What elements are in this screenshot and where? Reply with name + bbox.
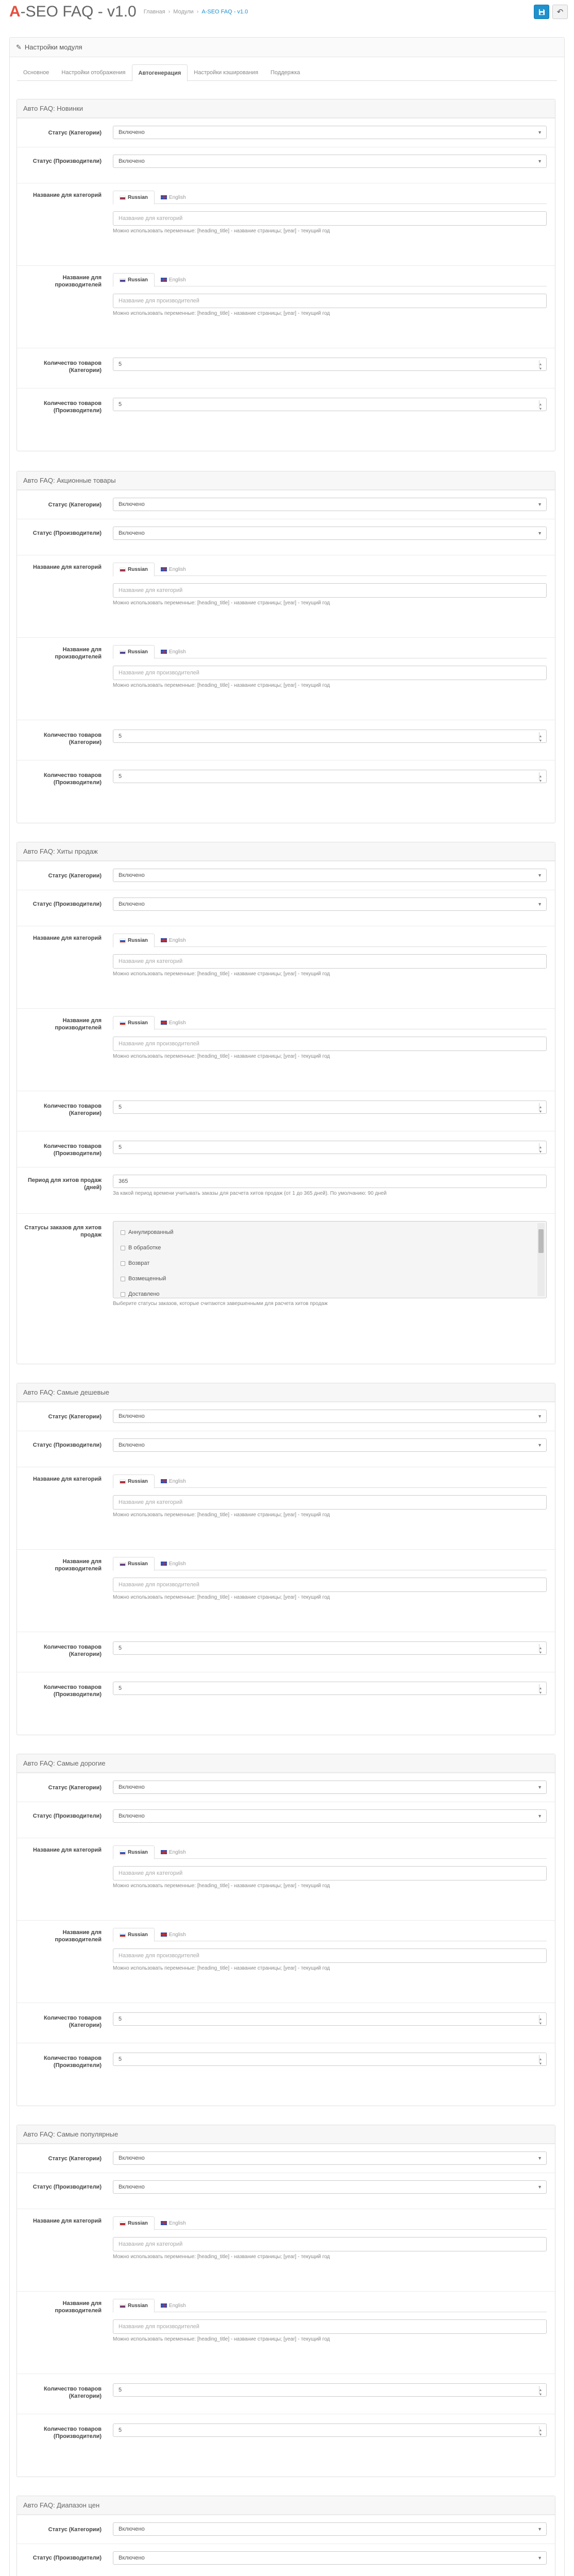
panel-title: Настройки модуля xyxy=(24,43,82,51)
spinner-icon xyxy=(539,400,543,409)
select-status-categories[interactable] xyxy=(113,126,547,139)
select-status-manufacturers[interactable] xyxy=(113,527,547,540)
label-bestseller-period: Период для хитов продаж (дней) xyxy=(27,1177,102,1191)
select-status-categories[interactable] xyxy=(113,2522,547,2536)
section-bestsellers xyxy=(16,842,555,1364)
reply-icon: ↶ xyxy=(556,8,564,16)
checkbox[interactable] xyxy=(121,1246,125,1250)
label-status-categories: Статус (Категории) xyxy=(48,1414,102,1420)
save-button[interactable] xyxy=(534,5,549,19)
breadcrumb-home[interactable]: Главная xyxy=(143,9,165,15)
chevron-down-icon: ▼ xyxy=(537,1443,542,1448)
russia-flag-icon xyxy=(120,1480,126,1484)
label-name-categories: Название для категорий xyxy=(33,1476,102,1482)
uk-flag-icon xyxy=(161,2221,167,2225)
lang-tab-russian[interactable]: Russian xyxy=(113,191,155,205)
label-name-categories: Название для категорий xyxy=(33,192,102,198)
form-group-status-manufacturers xyxy=(17,2544,555,2576)
select-value: Включено xyxy=(119,1813,145,1819)
select-status-categories[interactable] xyxy=(113,1781,547,1794)
input-qty-manufacturers[interactable]: 5 ▴ ▾ xyxy=(113,398,547,411)
label-name-categories: Название для категорий xyxy=(33,1847,102,1853)
label-status-categories: Статус (Категории) xyxy=(48,502,102,508)
breadcrumb xyxy=(144,9,248,15)
lang-tab-russian[interactable]: Russian xyxy=(113,645,155,659)
label-name-manufacturers: Название для производителей xyxy=(55,1558,102,1572)
lang-tab-russian[interactable]: Russian xyxy=(113,2299,155,2313)
language-tabs xyxy=(113,1928,547,1941)
save-icon xyxy=(538,9,545,15)
select-value: Включено xyxy=(119,158,145,164)
chevron-down-icon: ▼ xyxy=(537,1414,542,1419)
language-tabs xyxy=(113,191,547,204)
form-group-qty-manufacturers xyxy=(17,2414,555,2455)
label-qty-manufacturers: Количество товаров (Производители) xyxy=(43,772,102,786)
spinner-icon xyxy=(539,732,543,740)
form-group-qty-categories xyxy=(17,348,555,388)
label-status-manufacturers: Статус (Производители) xyxy=(32,901,102,907)
form-group-status-manufacturers xyxy=(17,890,555,926)
lang-tab-english[interactable]: English xyxy=(155,2216,192,2230)
help-text: Можно использовать переменные: [heading_title] - название страницы; [year] - текущий год xyxy=(113,1512,330,1518)
label-status-manufacturers: Статус (Производители) xyxy=(32,1813,102,1819)
lang-tab-english[interactable]: English xyxy=(155,934,192,947)
form-group-qty-categories xyxy=(17,2003,555,2043)
section-cheapest xyxy=(16,1383,555,1735)
russia-flag-icon xyxy=(120,1933,126,1937)
lang-tab-russian[interactable]: Russian xyxy=(113,1475,155,1488)
help-text: Можно использовать переменные: [heading_title] - название страницы; [year] - текущий год xyxy=(113,600,330,606)
spinner-icon xyxy=(539,1143,543,1151)
select-value: Включено xyxy=(119,901,145,907)
form-group-name-categories xyxy=(17,2209,555,2291)
help-text: Можно использовать переменные: [heading_title] - название страницы; [year] - текущий год xyxy=(113,1054,330,1059)
form-group-status-categories xyxy=(17,1773,555,1802)
section-title: Авто FAQ: Акционные товары xyxy=(17,471,555,490)
select-status-categories[interactable] xyxy=(113,1410,547,1423)
label-qty-categories: Количество товаров (Категории) xyxy=(43,1644,102,1657)
input-qty-categories[interactable]: 5 ▴ ▾ xyxy=(113,730,547,743)
lang-tab-russian[interactable]: Russian xyxy=(113,1557,155,1571)
language-tabs xyxy=(113,563,547,576)
label-qty-manufacturers: Количество товаров (Производители) xyxy=(43,2055,102,2069)
form-group-name-categories xyxy=(17,926,555,1008)
chevron-down-icon: ▼ xyxy=(537,2555,542,2561)
label-name-manufacturers: Название для производителей xyxy=(55,647,102,660)
select-value: Включено xyxy=(119,2155,145,2161)
form-group-name-manufacturers xyxy=(17,1920,555,2003)
order-status-list[interactable] xyxy=(113,1221,547,1298)
input-name-categories[interactable]: Название для категорий xyxy=(113,1866,547,1880)
label-name-manufacturers: Название для производителей xyxy=(55,2300,102,2314)
uk-flag-icon xyxy=(161,567,167,571)
tab-autogeneration[interactable]: Автогенерация xyxy=(132,64,188,81)
form-group-bestseller-period xyxy=(17,1167,555,1213)
form-group-status-categories xyxy=(17,861,555,890)
help-text: Можно использовать переменные: [heading_title] - название страницы; [year] - текущий год xyxy=(113,1965,330,1971)
label-name-manufacturers: Название для производителей xyxy=(55,275,102,288)
breadcrumb-separator: › xyxy=(168,9,171,15)
select-status-manufacturers[interactable] xyxy=(113,1438,547,1452)
input-qty-manufacturers[interactable]: 5 ▴ ▾ xyxy=(113,1141,547,1154)
label-name-categories: Название для категорий xyxy=(33,2218,102,2224)
lang-tab-english[interactable]: English xyxy=(155,1016,192,1029)
form-group-status-manufacturers xyxy=(17,1431,555,1467)
input-qty-categories[interactable]: 5 ▴ ▾ xyxy=(113,2012,547,2026)
label-name-manufacturers: Название для производителей xyxy=(55,1018,102,1031)
label-qty-categories: Количество товаров (Категории) xyxy=(43,2386,102,2399)
input-name-categories[interactable]: Название для категорий xyxy=(113,211,547,226)
chevron-down-icon: ▼ xyxy=(537,531,542,536)
list-item[interactable]: Аннулированный xyxy=(113,1225,546,1240)
russia-flag-icon xyxy=(120,1021,126,1025)
select-value: Включено xyxy=(119,1784,145,1790)
select-value: Включено xyxy=(119,872,145,878)
select-value: Включено xyxy=(119,530,145,536)
russia-flag-icon xyxy=(120,1562,126,1566)
chevron-down-icon: ▼ xyxy=(537,902,542,907)
lang-tab-english[interactable]: English xyxy=(155,645,192,658)
form-group-status-manufacturers xyxy=(17,147,555,183)
list-item[interactable]: Доставлено xyxy=(113,1286,546,1298)
form-group-status-categories xyxy=(17,2144,555,2173)
uk-flag-icon xyxy=(161,1933,167,1937)
select-value: Включено xyxy=(119,1442,145,1448)
checkbox[interactable] xyxy=(121,1292,125,1297)
input-bestseller-period[interactable]: 365 xyxy=(113,1175,547,1188)
input-name-manufacturers[interactable]: Название для производителей xyxy=(113,1578,547,1592)
select-value: Включено xyxy=(119,2555,145,2561)
language-tabs xyxy=(113,934,547,947)
list-item[interactable]: Возврат xyxy=(113,1256,546,1271)
input-qty-manufacturers[interactable]: 5 ▴ ▾ xyxy=(113,1682,547,1695)
lang-tab-english[interactable]: English xyxy=(155,563,192,576)
breadcrumb-modules[interactable]: Модули xyxy=(173,9,194,15)
input-qty-manufacturers[interactable]: 5 ▴ ▾ xyxy=(113,2424,547,2437)
form-group-qty-manufacturers xyxy=(17,760,555,801)
select-status-manufacturers[interactable] xyxy=(113,897,547,911)
help-text: Можно использовать переменные: [heading_title] - название страницы; [year] - текущий год xyxy=(113,2254,330,2260)
select-status-manufacturers[interactable] xyxy=(113,2551,547,2565)
language-tabs xyxy=(113,645,547,658)
form-group-status-categories xyxy=(17,118,555,147)
lang-tab-russian[interactable]: Russian xyxy=(113,934,155,947)
form-group-name-categories xyxy=(17,555,555,637)
russia-flag-icon xyxy=(120,196,126,200)
lang-tab-russian[interactable]: Russian xyxy=(113,1928,155,1942)
pencil-icon: ✎ xyxy=(16,43,22,51)
label-qty-manufacturers: Количество товаров (Производители) xyxy=(43,400,102,414)
chevron-down-icon: ▼ xyxy=(537,159,542,164)
chevron-down-icon: ▼ xyxy=(537,2156,542,2161)
help-text: Выберите статусы заказов, которые считаются завершенными для расчета хитов продаж xyxy=(113,1301,328,1307)
select-status-categories[interactable] xyxy=(113,498,547,511)
section-special-products xyxy=(16,471,555,823)
input-qty-categories[interactable]: 5 ▴ ▾ xyxy=(113,358,547,371)
russia-flag-icon xyxy=(120,939,126,943)
section-most-expensive xyxy=(16,1754,555,2106)
uk-flag-icon xyxy=(161,1479,167,1483)
label-qty-categories: Количество товаров (Категории) xyxy=(43,360,102,374)
select-value: Включено xyxy=(119,129,145,135)
lang-tab-english[interactable]: English xyxy=(155,1557,192,1570)
uk-flag-icon xyxy=(161,195,167,199)
select-value: Включено xyxy=(119,2526,145,2532)
section-title: Авто FAQ: Новинки xyxy=(17,99,555,118)
section-new-products xyxy=(16,99,555,451)
spinner-icon xyxy=(539,2015,543,2023)
select-status-manufacturers[interactable] xyxy=(113,2180,547,2194)
select-value: Включено xyxy=(119,1413,145,1419)
language-tabs xyxy=(113,273,547,286)
tab-caching[interactable]: Настройки кэширования xyxy=(194,70,259,76)
input-qty-categories[interactable]: 5 ▴ ▾ xyxy=(113,1100,547,1114)
panel-heading xyxy=(10,38,564,57)
section-title: Авто FAQ: Диапазон цен xyxy=(17,2496,555,2515)
form-group-order-statuses xyxy=(17,1213,555,1342)
uk-flag-icon xyxy=(161,278,167,282)
chevron-down-icon: ▼ xyxy=(537,873,542,878)
label-status-manufacturers: Статус (Производители) xyxy=(32,530,102,536)
help-text: Можно использовать переменные: [heading_title] - название страницы; [year] - текущий год xyxy=(113,311,330,316)
list-item[interactable]: В обработке xyxy=(113,1240,546,1256)
form-group-qty-manufacturers xyxy=(17,1672,555,1713)
input-name-categories[interactable]: Название для категорий xyxy=(113,954,547,969)
checkbox[interactable] xyxy=(121,1230,125,1235)
label-name-manufacturers: Название для производителей xyxy=(55,1929,102,1943)
checkbox[interactable] xyxy=(121,1277,125,1281)
checkbox[interactable] xyxy=(121,1261,125,1266)
label-status-manufacturers: Статус (Производители) xyxy=(32,2555,102,2561)
form-group-status-manufacturers xyxy=(17,2173,555,2209)
back-button[interactable] xyxy=(552,5,568,19)
form-group-name-manufacturers xyxy=(17,637,555,720)
lang-tab-english[interactable]: English xyxy=(155,191,192,204)
spinner-icon xyxy=(539,772,543,781)
label-qty-manufacturers: Количество товаров (Производители) xyxy=(43,1684,102,1698)
section-title: Авто FAQ: Хиты продаж xyxy=(17,842,555,861)
label-status-categories: Статус (Категории) xyxy=(48,130,102,136)
input-qty-manufacturers[interactable]: 5 ▴ ▾ xyxy=(113,770,547,783)
language-tabs xyxy=(113,1557,547,1570)
input-name-manufacturers[interactable]: Название для производителей xyxy=(113,1037,547,1051)
form-group-name-categories xyxy=(17,1467,555,1549)
input-name-categories[interactable]: Название для категорий xyxy=(113,2237,547,2251)
form-group-name-manufacturers xyxy=(17,1549,555,1632)
spinner-icon xyxy=(539,1103,543,1111)
form-group-qty-manufacturers xyxy=(17,388,555,429)
lang-tab-english[interactable]: English xyxy=(155,1845,192,1859)
chevron-down-icon: ▼ xyxy=(537,130,542,135)
form-group-qty-categories xyxy=(17,1091,555,1131)
tab-support[interactable]: Поддержка xyxy=(271,70,300,76)
help-text: Можно использовать переменные: [heading_title] - название страницы; [year] - текущий год xyxy=(113,971,330,977)
label-qty-categories: Количество товаров (Категории) xyxy=(43,732,102,745)
label-status-manufacturers: Статус (Производители) xyxy=(32,2184,102,2190)
input-name-manufacturers[interactable]: Название для производителей xyxy=(113,666,547,680)
label-qty-categories: Количество товаров (Категории) xyxy=(43,1103,102,1116)
form-group-status-manufacturers xyxy=(17,1802,555,1838)
uk-flag-icon xyxy=(161,2303,167,2308)
chevron-down-icon: ▼ xyxy=(537,2527,542,2532)
label-status-manufacturers: Статус (Производители) xyxy=(32,1442,102,1448)
tab-display[interactable]: Настройки отображения xyxy=(61,70,126,76)
label-qty-categories: Количество товаров (Категории) xyxy=(43,2015,102,2028)
spinner-icon xyxy=(539,360,543,368)
lang-tab-russian[interactable]: Russian xyxy=(113,273,155,287)
lang-tab-russian[interactable]: Russian xyxy=(113,563,155,577)
language-tabs xyxy=(113,1016,547,1029)
form-group-name-manufacturers xyxy=(17,1008,555,1091)
breadcrumb-current[interactable]: A-SEO FAQ - v1.0 xyxy=(201,9,248,15)
list-item[interactable]: Возмещенный xyxy=(113,1271,546,1286)
select-status-manufacturers[interactable] xyxy=(113,155,547,168)
russia-flag-icon xyxy=(120,650,126,654)
label-name-categories: Название для категорий xyxy=(33,564,102,570)
title-text: -SEO FAQ - v1.0 xyxy=(20,3,137,20)
form-group-qty-categories xyxy=(17,2374,555,2414)
label-status-categories: Статус (Категории) xyxy=(48,2156,102,2162)
help-text: Можно использовать переменные: [heading_title] - название страницы; [year] - текущий год xyxy=(113,683,330,688)
select-status-categories[interactable] xyxy=(113,2151,547,2165)
input-name-manufacturers[interactable]: Название для производителей xyxy=(113,2319,547,2334)
help-text: Можно использовать переменные: [heading_title] - название страницы; [year] - текущий год xyxy=(113,1883,330,1889)
spinner-icon xyxy=(539,1644,543,1652)
language-tabs xyxy=(113,2299,547,2312)
spinner-icon xyxy=(539,2055,543,2063)
russia-flag-icon xyxy=(120,2304,126,2308)
settings-tabs xyxy=(17,64,557,81)
form-group-name-manufacturers xyxy=(17,2291,555,2374)
section-title: Авто FAQ: Самые популярные xyxy=(17,2125,555,2144)
label-name-categories: Название для категорий xyxy=(33,935,102,941)
label-status-categories: Статус (Категории) xyxy=(48,873,102,879)
page-header xyxy=(0,0,574,24)
label-status-categories: Статус (Категории) xyxy=(48,1785,102,1791)
select-status-categories[interactable] xyxy=(113,869,547,882)
chevron-down-icon: ▼ xyxy=(537,1785,542,1790)
chevron-down-icon: ▼ xyxy=(537,502,542,507)
label-qty-manufacturers: Количество товаров (Производители) xyxy=(43,2426,102,2439)
section-title: Авто FAQ: Самые дорогие xyxy=(17,1754,555,1773)
uk-flag-icon xyxy=(161,1021,167,1025)
uk-flag-icon xyxy=(161,650,167,654)
input-qty-manufacturers[interactable]: 5 ▴ ▾ xyxy=(113,2053,547,2066)
help-text: За какой период времени учитывать заказы для расчета хитов продаж (от 1 до 365 дней). По умолчанию: 90 дней xyxy=(113,1191,387,1196)
section-most-popular xyxy=(16,2125,555,2477)
help-text: Можно использовать переменные: [heading_title] - название страницы; [year] - текущий год xyxy=(113,1595,330,1600)
tab-main[interactable]: Основное xyxy=(23,70,49,76)
chevron-down-icon: ▼ xyxy=(537,2184,542,2190)
spinner-icon xyxy=(539,2386,543,2394)
russia-flag-icon xyxy=(120,1851,126,1855)
label-status-categories: Статус (Категории) xyxy=(48,2527,102,2533)
label-status-manufacturers: Статус (Производители) xyxy=(32,158,102,164)
label-order-statuses: Статусы заказов для хитов продаж xyxy=(24,1225,102,1238)
form-group-status-manufacturers xyxy=(17,519,555,555)
form-group-qty-manufacturers xyxy=(17,2043,555,2084)
language-tabs xyxy=(113,1475,547,1488)
uk-flag-icon xyxy=(161,1562,167,1566)
lang-tab-russian[interactable]: Russian xyxy=(113,2216,155,2230)
language-tabs xyxy=(113,2216,547,2230)
select-value: Включено xyxy=(119,2184,145,2190)
russia-flag-icon xyxy=(120,568,126,572)
lang-tab-english[interactable]: English xyxy=(155,273,192,286)
form-group-qty-categories xyxy=(17,720,555,760)
form-group-qty-manufacturers xyxy=(17,1131,555,1167)
section-title: Авто FAQ: Самые дешевые xyxy=(17,1383,555,1402)
form-group-status-categories xyxy=(17,1402,555,1431)
lang-tab-russian[interactable]: Russian xyxy=(113,1016,155,1030)
spinner-icon xyxy=(539,2426,543,2434)
input-name-manufacturers[interactable]: Название для производителей xyxy=(113,1948,547,1963)
breadcrumb-separator: › xyxy=(196,9,199,15)
form-group-name-categories xyxy=(17,1838,555,1920)
select-status-manufacturers[interactable] xyxy=(113,1809,547,1823)
input-qty-categories[interactable]: 5 ▴ ▾ xyxy=(113,1641,547,1655)
chevron-down-icon: ▼ xyxy=(537,1814,542,1819)
input-qty-categories[interactable]: 5 ▴ ▾ xyxy=(113,2383,547,2397)
input-name-categories[interactable]: Название для категорий xyxy=(113,583,547,598)
lang-tab-english[interactable]: English xyxy=(155,1928,192,1941)
lang-tab-english[interactable]: English xyxy=(155,2299,192,2312)
page-title xyxy=(9,4,137,20)
form-group-name-categories xyxy=(17,183,555,265)
label-qty-manufacturers: Количество товаров (Производители) xyxy=(43,1143,102,1157)
form-group-name-manufacturers xyxy=(17,265,555,348)
title-logo-letter: A xyxy=(9,3,21,20)
help-text: Можно использовать переменные: [heading_title] - название страницы; [year] - текущий год xyxy=(113,2336,330,2342)
form-group-status-categories xyxy=(17,2515,555,2544)
uk-flag-icon xyxy=(161,938,167,942)
language-tabs xyxy=(113,1845,547,1859)
scrollbar[interactable] xyxy=(537,1223,545,1296)
scrollbar-thumb[interactable] xyxy=(538,1229,544,1253)
russia-flag-icon xyxy=(120,278,126,282)
form-group-qty-categories xyxy=(17,1632,555,1672)
form-group-status-categories xyxy=(17,490,555,519)
lang-tab-english[interactable]: English xyxy=(155,1475,192,1488)
select-value: Включено xyxy=(119,501,145,507)
input-name-categories[interactable]: Название для категорий xyxy=(113,1495,547,1510)
spinner-icon xyxy=(539,1684,543,1692)
uk-flag-icon xyxy=(161,1850,167,1854)
help-text: Можно использовать переменные: [heading_title] - название страницы; [year] - текущий год xyxy=(113,228,330,234)
section-price-range xyxy=(16,2496,555,2576)
lang-tab-russian[interactable]: Russian xyxy=(113,1845,155,1859)
russia-flag-icon xyxy=(120,2222,126,2226)
input-name-manufacturers[interactable]: Название для производителей xyxy=(113,294,547,308)
